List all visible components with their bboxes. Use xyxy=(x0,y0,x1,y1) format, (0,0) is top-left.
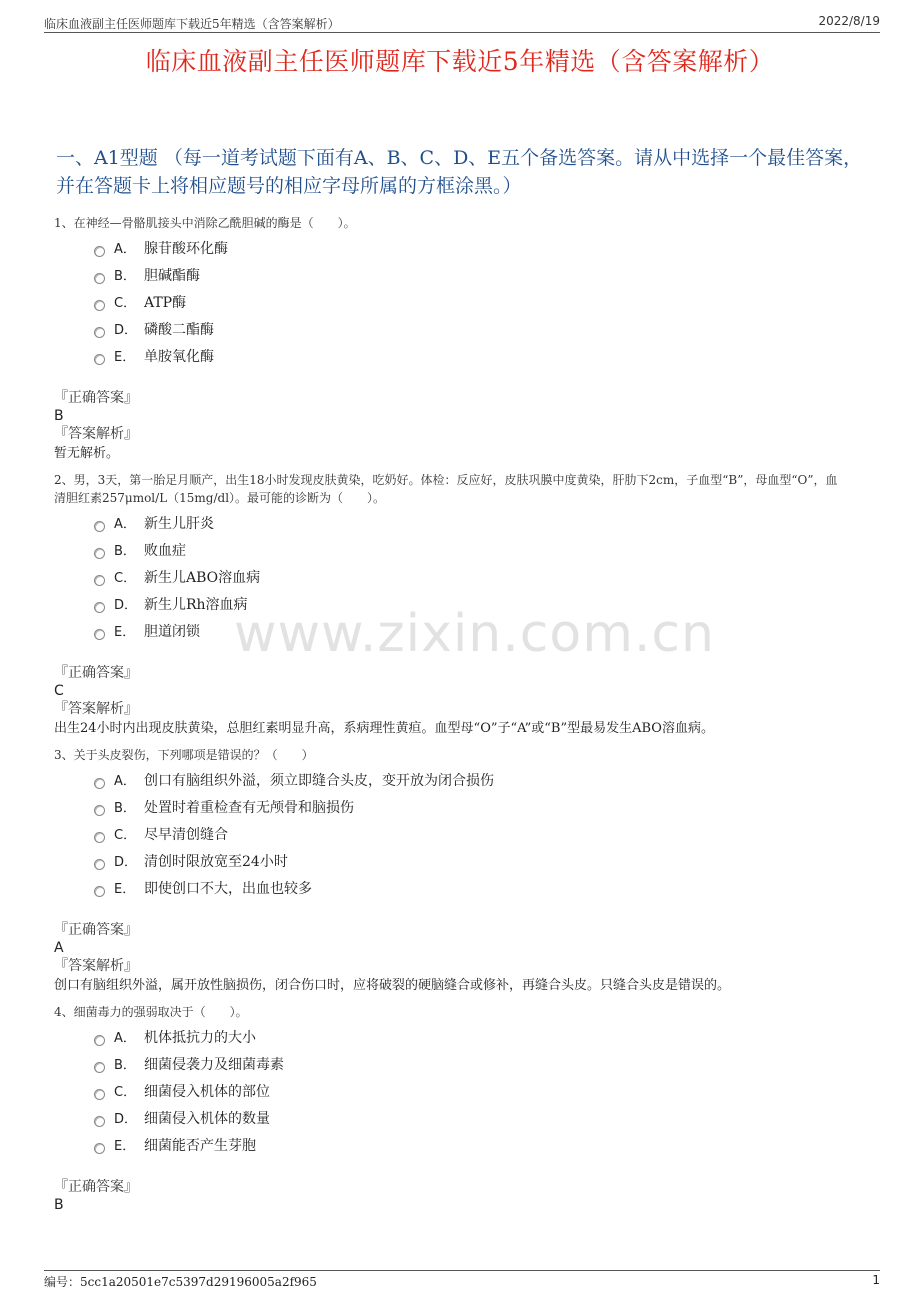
question-3 xyxy=(54,746,844,995)
option-text: 细菌侵入机体的部位 xyxy=(144,1084,270,1100)
option-text: 创口有脑组织外溢，须立即缝合头皮，变开放为闭合损伤 xyxy=(144,773,494,789)
option-letter: E． xyxy=(114,625,136,640)
correct-answer-label: 『正确答案』 xyxy=(54,665,138,681)
option-letter: A． xyxy=(114,774,136,789)
question-list xyxy=(54,214,844,1222)
option-1-0[interactable] xyxy=(54,236,844,263)
option-4-1[interactable] xyxy=(54,1052,844,1079)
option-text: 败血症 xyxy=(144,543,186,559)
option-2-2[interactable] xyxy=(54,565,844,592)
option-4-0[interactable] xyxy=(54,1025,844,1052)
page-title: 临床血液副主任医师题库下载近5年精选（含答案解析） xyxy=(145,47,775,76)
option-letter: B． xyxy=(114,1058,136,1073)
analysis-label: 『答案解析』 xyxy=(54,958,138,974)
option-text: 尽早清创缝合 xyxy=(144,827,228,843)
radio-button-icon[interactable] xyxy=(94,575,105,586)
question-stem: 3、关于头皮裂伤，下列哪项是错误的？（ ） xyxy=(54,748,314,762)
footer-serial: 编号：5cc1a20501e7c5397d29196005a2f965 xyxy=(44,1275,317,1289)
radio-button-icon[interactable] xyxy=(94,1035,105,1046)
option-text: 机体抵抗力的大小 xyxy=(144,1030,256,1046)
radio-button-icon[interactable] xyxy=(94,273,105,284)
radio-button-icon[interactable] xyxy=(94,1089,105,1100)
option-text: 腺苷酸环化酶 xyxy=(144,241,228,257)
header-date: 2022/8/19 xyxy=(818,14,880,28)
radio-button-icon[interactable] xyxy=(94,886,105,897)
page-header xyxy=(44,14,880,33)
correct-answer-value: B xyxy=(54,408,64,424)
radio-button-icon[interactable] xyxy=(94,327,105,338)
option-4-3[interactable] xyxy=(54,1106,844,1133)
option-2-4[interactable] xyxy=(54,619,844,646)
option-2-1[interactable] xyxy=(54,538,844,565)
option-letter: D． xyxy=(114,855,138,870)
radio-button-icon[interactable] xyxy=(94,629,105,640)
option-text: 新生儿ABO溶血病 xyxy=(144,570,261,586)
option-text: 新生儿Rh溶血病 xyxy=(144,597,248,613)
analysis-label: 『答案解析』 xyxy=(54,701,138,717)
option-letter: C． xyxy=(114,828,137,843)
option-letter: B． xyxy=(114,801,136,816)
option-letter: C． xyxy=(114,1085,137,1100)
radio-button-icon[interactable] xyxy=(94,859,105,870)
option-4-4[interactable] xyxy=(54,1133,844,1160)
option-3-1[interactable] xyxy=(54,795,844,822)
option-text: 细菌能否产生芽胞 xyxy=(144,1138,256,1154)
question-stem: 2、男，3天，第一胎足月顺产，出生18小时发现皮肤黄染，吃奶好。体检：反应好，皮肤巩膜中度黄染，肝肋下2cm，子血型“B”，母血型“O”，血清胆红素257μmol/L（15mg/dl）。最可能的诊断为（ ）。 xyxy=(54,473,838,505)
option-letter: A． xyxy=(114,1031,136,1046)
question-4 xyxy=(54,1003,844,1214)
radio-button-icon[interactable] xyxy=(94,521,105,532)
option-text: 细菌侵袭力及细菌毒素 xyxy=(144,1057,284,1073)
option-3-3[interactable] xyxy=(54,849,844,876)
option-text: 新生儿肝炎 xyxy=(144,516,214,532)
radio-button-icon[interactable] xyxy=(94,354,105,365)
option-3-4[interactable] xyxy=(54,876,844,903)
option-letter: A． xyxy=(114,517,136,532)
option-text: 磷酸二酯酶 xyxy=(144,322,214,338)
option-text: 即使创口不大，出血也较多 xyxy=(144,881,312,897)
radio-button-icon[interactable] xyxy=(94,805,105,816)
option-text: 胆道闭锁 xyxy=(144,624,200,640)
header-doc-title: 临床血液副主任医师题库下载近5年精选（含答案解析） xyxy=(44,17,340,31)
spacer xyxy=(54,903,844,921)
option-1-3[interactable] xyxy=(54,317,844,344)
option-letter: C． xyxy=(114,571,137,586)
option-text: 处置时着重检查有无颅骨和脑损伤 xyxy=(144,800,354,816)
option-text: 细菌侵入机体的数量 xyxy=(144,1111,270,1127)
option-letter: D． xyxy=(114,323,138,338)
radio-button-icon[interactable] xyxy=(94,602,105,613)
option-text: 单胺氧化酶 xyxy=(144,349,214,365)
watermark: www.zixin.com.cn xyxy=(234,604,715,664)
option-1-2[interactable] xyxy=(54,290,844,317)
correct-answer-label: 『正确答案』 xyxy=(54,922,138,938)
option-3-0[interactable] xyxy=(54,768,844,795)
option-2-0[interactable] xyxy=(54,511,844,538)
option-text: ATP酶 xyxy=(144,295,187,311)
radio-button-icon[interactable] xyxy=(94,1143,105,1154)
option-letter: B． xyxy=(114,544,136,559)
analysis-text: 出生24小时内出现皮肤黄染，总胆红素明显升高，系病理性黄疸。血型母“O”子“A”或“B”型最易发生ABO溶血病。 xyxy=(54,721,714,736)
option-letter: D． xyxy=(114,598,138,613)
section-heading: 一、A1型题 （每一道考试题下面有A、B、C、D、E五个备选答案。请从中选择一个最佳答案，并在答题卡上将相应题号的相应字母所属的方框涂黑。） xyxy=(56,147,863,197)
option-letter: D． xyxy=(114,1112,138,1127)
correct-answer-label: 『正确答案』 xyxy=(54,390,138,406)
radio-button-icon[interactable] xyxy=(94,548,105,559)
radio-button-icon[interactable] xyxy=(94,300,105,311)
option-2-3[interactable] xyxy=(54,592,844,619)
question-1 xyxy=(54,214,844,463)
option-3-2[interactable] xyxy=(54,822,844,849)
spacer xyxy=(54,1160,844,1178)
footer-page-number: 1 xyxy=(872,1273,880,1287)
correct-answer-label: 『正确答案』 xyxy=(54,1179,138,1195)
radio-button-icon[interactable] xyxy=(94,778,105,789)
analysis-text: 创口有脑组织外溢，属开放性脑损伤，闭合伤口时，应将破裂的硬脑缝合或修补，再缝合头皮。只缝合头皮是错误的。 xyxy=(54,978,731,993)
option-1-4[interactable] xyxy=(54,344,844,371)
correct-answer-value: B xyxy=(54,1197,64,1213)
radio-button-icon[interactable] xyxy=(94,1116,105,1127)
option-letter: C． xyxy=(114,296,137,311)
option-letter: E． xyxy=(114,1139,136,1154)
option-text: 清创时限放宽至24小时 xyxy=(144,854,288,870)
spacer xyxy=(54,371,844,389)
radio-button-icon[interactable] xyxy=(94,832,105,843)
analysis-text: 暂无解析。 xyxy=(54,446,120,461)
correct-answer-value: C xyxy=(54,683,64,699)
option-letter: E． xyxy=(114,350,136,365)
question-stem: 4、细菌毒力的强弱取决于（ ）。 xyxy=(54,1005,248,1019)
spacer xyxy=(54,646,844,664)
option-letter: E． xyxy=(114,882,136,897)
question-2 xyxy=(54,471,844,738)
option-4-2[interactable] xyxy=(54,1079,844,1106)
option-1-1[interactable] xyxy=(54,263,844,290)
question-stem: 1、在神经—骨骼肌接头中消除乙酰胆碱的酶是（ ）。 xyxy=(54,216,356,230)
option-letter: A． xyxy=(114,242,136,257)
correct-answer-value: A xyxy=(54,940,64,956)
radio-button-icon[interactable] xyxy=(94,246,105,257)
analysis-label: 『答案解析』 xyxy=(54,426,138,442)
option-text: 胆碱酯酶 xyxy=(144,268,200,284)
page-footer xyxy=(44,1270,880,1291)
option-letter: B． xyxy=(114,269,136,284)
radio-button-icon[interactable] xyxy=(94,1062,105,1073)
